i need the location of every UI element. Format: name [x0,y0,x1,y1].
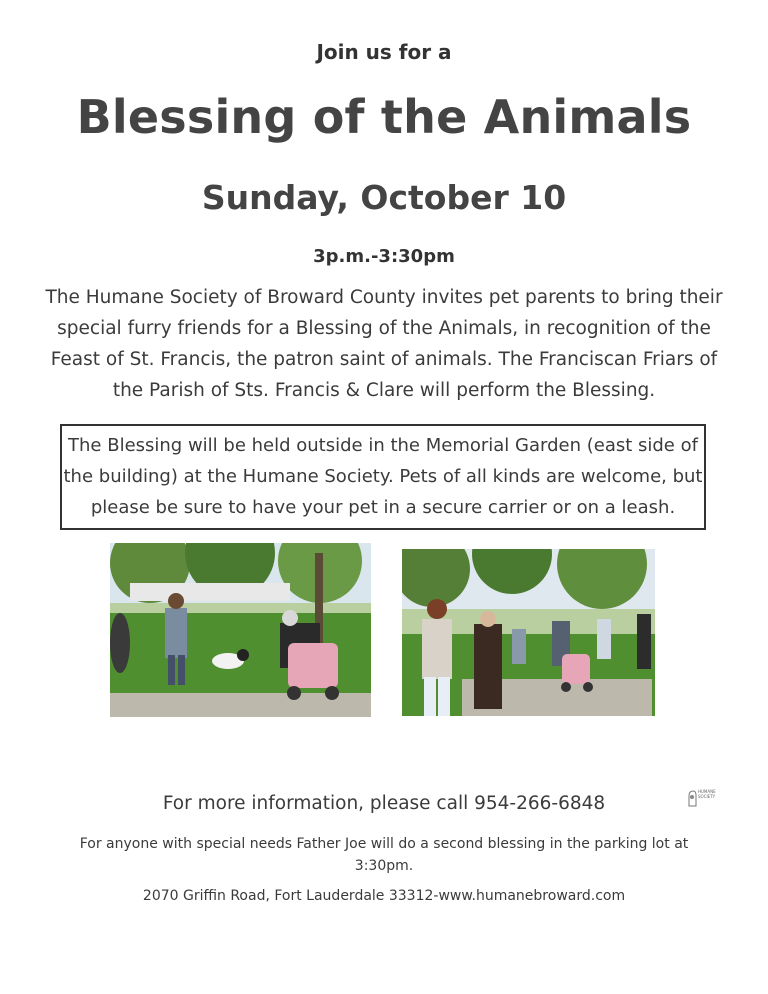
logo-line-2: SOCIETY [698,794,716,799]
contact-info: For more information, please call 954-266-6848 [162,793,606,814]
garden-photo-left [110,543,371,717]
event-title: Blessing of the Animals [76,90,692,144]
logo-line-1: HUMANE [698,789,716,794]
special-needs-note: For anyone with special needs Father Joe will do a second blessing in the parking lot at 3:30pm. [79,836,689,874]
event-date: Sunday, October 10 [201,178,567,217]
photo-right [402,549,655,716]
garden-photo-right [402,549,655,716]
photo-left [110,543,371,717]
intro-text: Join us for a [316,40,452,64]
notice-text: The Blessing will be held outside in the Memorial Garden (east side of the building) at the Humane Society. Pets of all kinds are welcome, but please be sure to have your pet in a secure carrier or on a leash. [63,435,703,518]
event-time: 3p.m.-3:30pm [313,246,455,267]
address-line: 2070 Griffin Road, Fort Lauderdale 33312-www.humanebroward.com [142,888,626,904]
notice-box [60,424,706,530]
event-description: The Humane Society of Broward County invites pet parents to bring their special furry friends for a Blessing of the Animals, in recognition of the Feast of St. Francis, the patron saint of animals. The Franciscan Friars of the Parish of Sts. Francis & Clare will perform the Blessing. [45,287,723,401]
